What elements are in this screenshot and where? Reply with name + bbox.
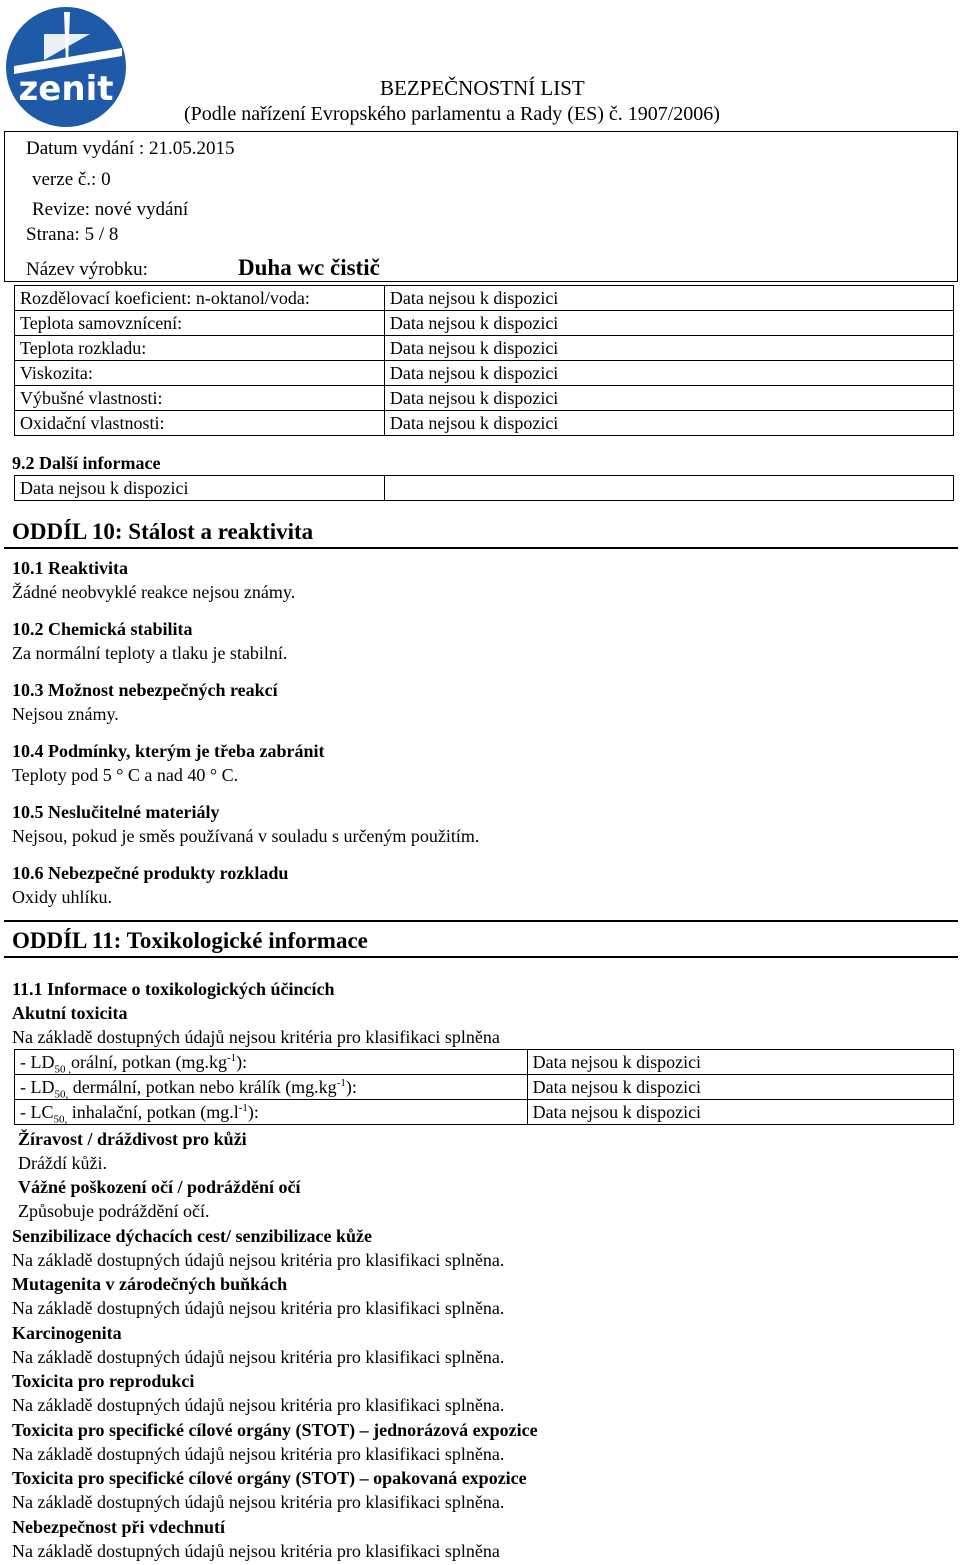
- product-label: Název výrobku:: [26, 259, 148, 280]
- property-label: Výbušné vlastnosti:: [15, 386, 385, 411]
- section-10-2-heading: 10.2 Chemická stabilita: [12, 619, 193, 639]
- toxicity-value: Data nejsou k dispozici: [527, 1100, 953, 1125]
- toxicity-label: - $LD_{50 ,}orá\ln í$, potkan $(mg.kg^{-1})$:: [15, 1050, 528, 1075]
- version: verze č.: 0: [32, 169, 111, 190]
- table-row: [15, 1050, 954, 1075]
- properties-table: [14, 285, 954, 436]
- toxicity-value: Data nejsou k dispozici: [527, 1075, 953, 1100]
- property-value: Data nejsou k dispozici: [384, 336, 953, 361]
- section-divider: [4, 920, 958, 922]
- section-10-1-text: Žádné neobvyklé reakce nejsou známy.: [12, 582, 296, 602]
- table-row: [15, 1100, 954, 1125]
- section-10-3-heading: 10.3 Možnost nebezpečných reakcí: [12, 680, 278, 700]
- stot-single-text: Na základě dostupných údajů nejsou kritéria pro klasifikaci splněna.: [12, 1444, 505, 1464]
- stot-single-heading: Toxicita pro specifické cílové orgány (STOT) – jednorázová expozice: [12, 1420, 538, 1440]
- section-10-5-text: Nejsou, pokud je směs používaná v souladu s určeným použitím.: [12, 826, 480, 846]
- issue-date: Datum vydání : 21.05.2015: [26, 138, 235, 159]
- product-name: Duha wc čistič: [238, 255, 380, 280]
- logo-text: zenit: [18, 69, 114, 109]
- property-label: Viskozita:: [15, 361, 385, 386]
- property-value: Data nejsou k dispozici: [384, 386, 953, 411]
- section-9-2-heading: 9.2 Další informace: [12, 453, 161, 473]
- sensitisation-heading: Senzibilizace dýchacích cest/ senzibilizace kůže: [12, 1226, 372, 1246]
- toxicity-label: - $LC_{50,}$ inhalační, potkan $(mg.l^{-1})$:: [15, 1100, 528, 1125]
- table-row: [15, 336, 954, 361]
- toxicity-table: [14, 1049, 954, 1125]
- eye-text: Způsobuje podráždění očí.: [18, 1201, 210, 1221]
- carcinogenicity-text: Na základě dostupných údajů nejsou kritéria pro klasifikaci splněna.: [12, 1347, 505, 1367]
- skin-text: Dráždí kůži.: [18, 1153, 107, 1173]
- zenit-logo: [4, 4, 128, 130]
- toxicity-value: Data nejsou k dispozici: [527, 1050, 953, 1075]
- property-label: Oxidační vlastnosti:: [15, 411, 385, 436]
- document-subtitle: (Podle nařízení Evropského parlamentu a Rady (ES) č. 1907/2006): [184, 103, 720, 125]
- revision: Revize: nové vydání: [32, 199, 189, 220]
- table-row: [15, 411, 954, 436]
- skin-heading: Žíravost / dráždivost pro kůži: [18, 1129, 247, 1149]
- toxicity-label: - $LD_{50,}$ dermální, potkan nebo králík $(mg.kg^{-1})$:: [15, 1075, 528, 1100]
- section-10-title: ODDÍL 10: Stálost a reaktivita: [12, 519, 314, 544]
- other-info-table: [14, 475, 954, 501]
- section-10-5-heading: 10.5 Neslučitelné materiály: [12, 802, 220, 822]
- section-10-4-heading: 10.4 Podmínky, kterým je třeba zabránit: [12, 741, 325, 761]
- property-value: Data nejsou k dispozici: [384, 311, 953, 336]
- other-info-value: Data nejsou k dispozici: [15, 476, 385, 501]
- aspiration-heading: Nebezpečnost při vdechnutí: [12, 1517, 225, 1537]
- section-11-1-heading: 11.1 Informace o toxikologických účincích: [12, 979, 335, 999]
- mutagenicity-heading: Mutagenita v zárodečných buňkách: [12, 1274, 288, 1294]
- section-divider: [4, 956, 958, 958]
- section-11-title: ODDÍL 11: Toxikologické informace: [12, 928, 368, 953]
- mutagenicity-text: Na základě dostupných údajů nejsou kritéria pro klasifikaci splněna.: [12, 1298, 505, 1318]
- eye-heading: Vážné poškození očí / podráždění očí: [18, 1177, 301, 1197]
- table-row: [15, 311, 954, 336]
- reproduction-text: Na základě dostupných údajů nejsou kritéria pro klasifikaci splněna.: [12, 1395, 505, 1415]
- property-value: Data nejsou k dispozici: [384, 361, 953, 386]
- property-value: Data nejsou k dispozici: [384, 286, 953, 311]
- acute-toxicity-text: Na základě dostupných údajů nejsou kritéria pro klasifikaci splněna: [12, 1027, 500, 1047]
- property-label: Teplota samovznícení:: [15, 311, 385, 336]
- property-label: Rozdělovací koeficient: n-oktanol/voda:: [15, 286, 385, 311]
- section-10-1-heading: 10.1 Reaktivita: [12, 558, 128, 578]
- section-10-2-text: Za normální teploty a tlaku je stabilní.: [12, 643, 288, 663]
- section-10-6-heading: 10.6 Nebezpečné produkty rozkladu: [12, 863, 289, 883]
- table-row: [15, 1075, 954, 1100]
- stot-repeated-heading: Toxicita pro specifické cílové orgány (STOT) – opakovaná expozice: [12, 1468, 527, 1488]
- reproduction-heading: Toxicita pro reprodukci: [12, 1371, 195, 1391]
- table-row: [15, 361, 954, 386]
- section-10-6-text: Oxidy uhlíku.: [12, 887, 113, 907]
- section-10-4-text: Teploty pod 5 ° C a nad 40 ° C.: [12, 765, 239, 785]
- section-divider: [4, 547, 958, 549]
- document-title: BEZPEČNOSTNÍ LIST: [380, 76, 585, 100]
- carcinogenicity-heading: Karcinogenita: [12, 1323, 122, 1343]
- table-row: [15, 286, 954, 311]
- table-row: [15, 476, 954, 501]
- stot-repeated-text: Na základě dostupných údajů nejsou kritéria pro klasifikaci splněna.: [12, 1492, 505, 1512]
- page-number: Strana: 5 / 8: [26, 224, 119, 245]
- sensitisation-text: Na základě dostupných údajů nejsou kritéria pro klasifikaci splněna.: [12, 1250, 505, 1270]
- acute-toxicity-heading: Akutní toxicita: [12, 1003, 128, 1023]
- property-value: Data nejsou k dispozici: [384, 411, 953, 436]
- property-label: Teplota rozkladu:: [15, 336, 385, 361]
- section-10-3-text: Nejsou známy.: [12, 704, 119, 724]
- table-row: [15, 386, 954, 411]
- aspiration-text: Na základě dostupných údajů nejsou kritéria pro klasifikaci splněna: [12, 1541, 500, 1561]
